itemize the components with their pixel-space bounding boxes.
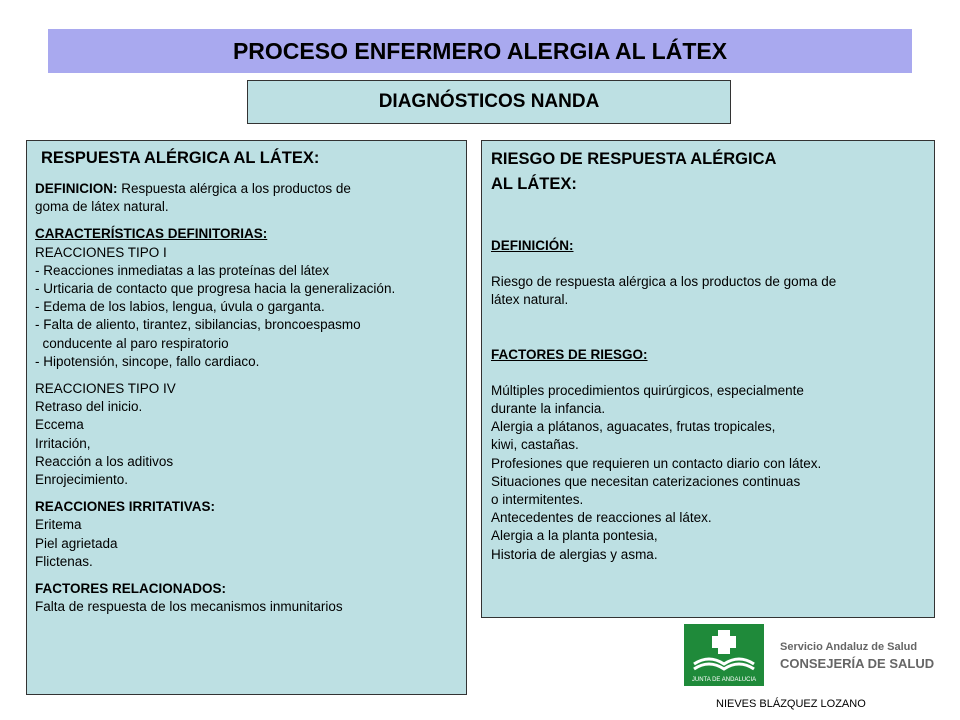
junta-andalucia-emblem-icon bbox=[684, 624, 764, 686]
list-item: Situaciones que necesitan caterizaciones continuas bbox=[491, 473, 801, 489]
list-item: - Hipotensión, sincope, fallo cardiaco. bbox=[35, 353, 260, 369]
list-item: durante la infancia. bbox=[491, 401, 606, 417]
list-item: Eritema bbox=[35, 517, 82, 533]
list-item: Historia de alergias y asma. bbox=[491, 546, 658, 562]
irritative-label: REACCIONES IRRITATIVAS: bbox=[35, 499, 216, 515]
list-item: Irritación, bbox=[35, 435, 91, 451]
definition-label: DEFINICION: bbox=[35, 181, 118, 196]
page-title: PROCESO ENFERMERO ALERGIA AL LÁTEX bbox=[232, 37, 728, 64]
right-panel-risk-allergic-response bbox=[481, 140, 935, 618]
type1-label: REACCIONES TIPO I bbox=[35, 244, 167, 260]
risk-definition-line: látex natural. bbox=[491, 292, 569, 308]
list-item: - Falta de aliento, tirantez, sibilancias, broncoespasmo bbox=[35, 317, 361, 333]
list-item: Falta de respuesta de los mecanismos inmunitarios bbox=[35, 599, 343, 615]
list-item: Alergia a la planta pontesia, bbox=[491, 528, 658, 544]
definition-text: Respuesta alérgica a los productos de bbox=[117, 181, 351, 196]
related-label: FACTORES RELACIONADOS: bbox=[35, 581, 227, 597]
list-item: - Urticaria de contacto que progresa hacia la generalización. bbox=[35, 281, 396, 297]
list-item: Profesiones que requieren un contacto diario con látex. bbox=[491, 455, 822, 471]
list-item: Flictenas. bbox=[35, 553, 93, 569]
risk-definition-label: DEFINICIÓN: bbox=[491, 238, 574, 253]
subtitle-box bbox=[247, 80, 731, 124]
right-panel-heading-line1: RIESGO DE RESPUESTA ALÉRGICA bbox=[491, 150, 777, 168]
list-item: Alergia a plátanos, aguacates, frutas tropicales, bbox=[491, 419, 776, 435]
list-item: conducente al paro respiratorio bbox=[35, 335, 229, 351]
list-item: Múltiples procedimientos quirúrgicos, especialmente bbox=[491, 382, 804, 398]
characteristics-label: CARACTERÍSTICAS DEFINITORIAS: bbox=[35, 226, 268, 242]
emblem-text: JUNTA DE ANDALUCIA bbox=[691, 677, 757, 683]
left-panel-heading: RESPUESTA ALÉRGICA AL LÁTEX: bbox=[41, 149, 320, 167]
list-item: Eccema bbox=[35, 417, 84, 433]
list-item: Antecedentes de reacciones al látex. bbox=[491, 510, 712, 526]
title-bar bbox=[48, 29, 912, 73]
list-item: Reacción a los aditivos bbox=[35, 453, 174, 469]
junta-andalucia-emblem bbox=[684, 624, 764, 686]
sas-logo bbox=[684, 624, 939, 686]
definition-line bbox=[35, 180, 466, 198]
right-panel-heading-line2: AL LÁTEX: bbox=[491, 175, 577, 193]
logo-service-name: Servicio Andaluz de Salud bbox=[780, 641, 918, 653]
definition-text-continued: goma de látex natural. bbox=[35, 199, 169, 215]
list-item: o intermitentes. bbox=[491, 492, 584, 508]
list-item: Enrojecimiento. bbox=[35, 472, 129, 488]
left-panel-latex-allergic-response bbox=[26, 140, 467, 695]
list-item: kiwi, castañas. bbox=[491, 437, 579, 453]
list-item: - Edema de los labios, lengua, úvula o garganta. bbox=[35, 299, 325, 315]
list-item: Retraso del inicio. bbox=[35, 399, 143, 415]
author-name: NIEVES BLÁZQUEZ LOZANO bbox=[716, 698, 866, 710]
page-subtitle: DIAGNÓSTICOS NANDA bbox=[378, 91, 600, 112]
risk-factors-label: FACTORES DE RIESGO: bbox=[491, 346, 648, 362]
list-item: - Reacciones inmediatas a las proteínas del látex bbox=[35, 262, 330, 278]
type4-label: REACCIONES TIPO IV bbox=[35, 381, 176, 397]
list-item: Piel agrietada bbox=[35, 535, 118, 551]
logo-department-name: CONSEJERÍA DE SALUD bbox=[780, 656, 935, 671]
risk-definition-line: Riesgo de respuesta alérgica a los productos de goma de bbox=[491, 274, 837, 290]
